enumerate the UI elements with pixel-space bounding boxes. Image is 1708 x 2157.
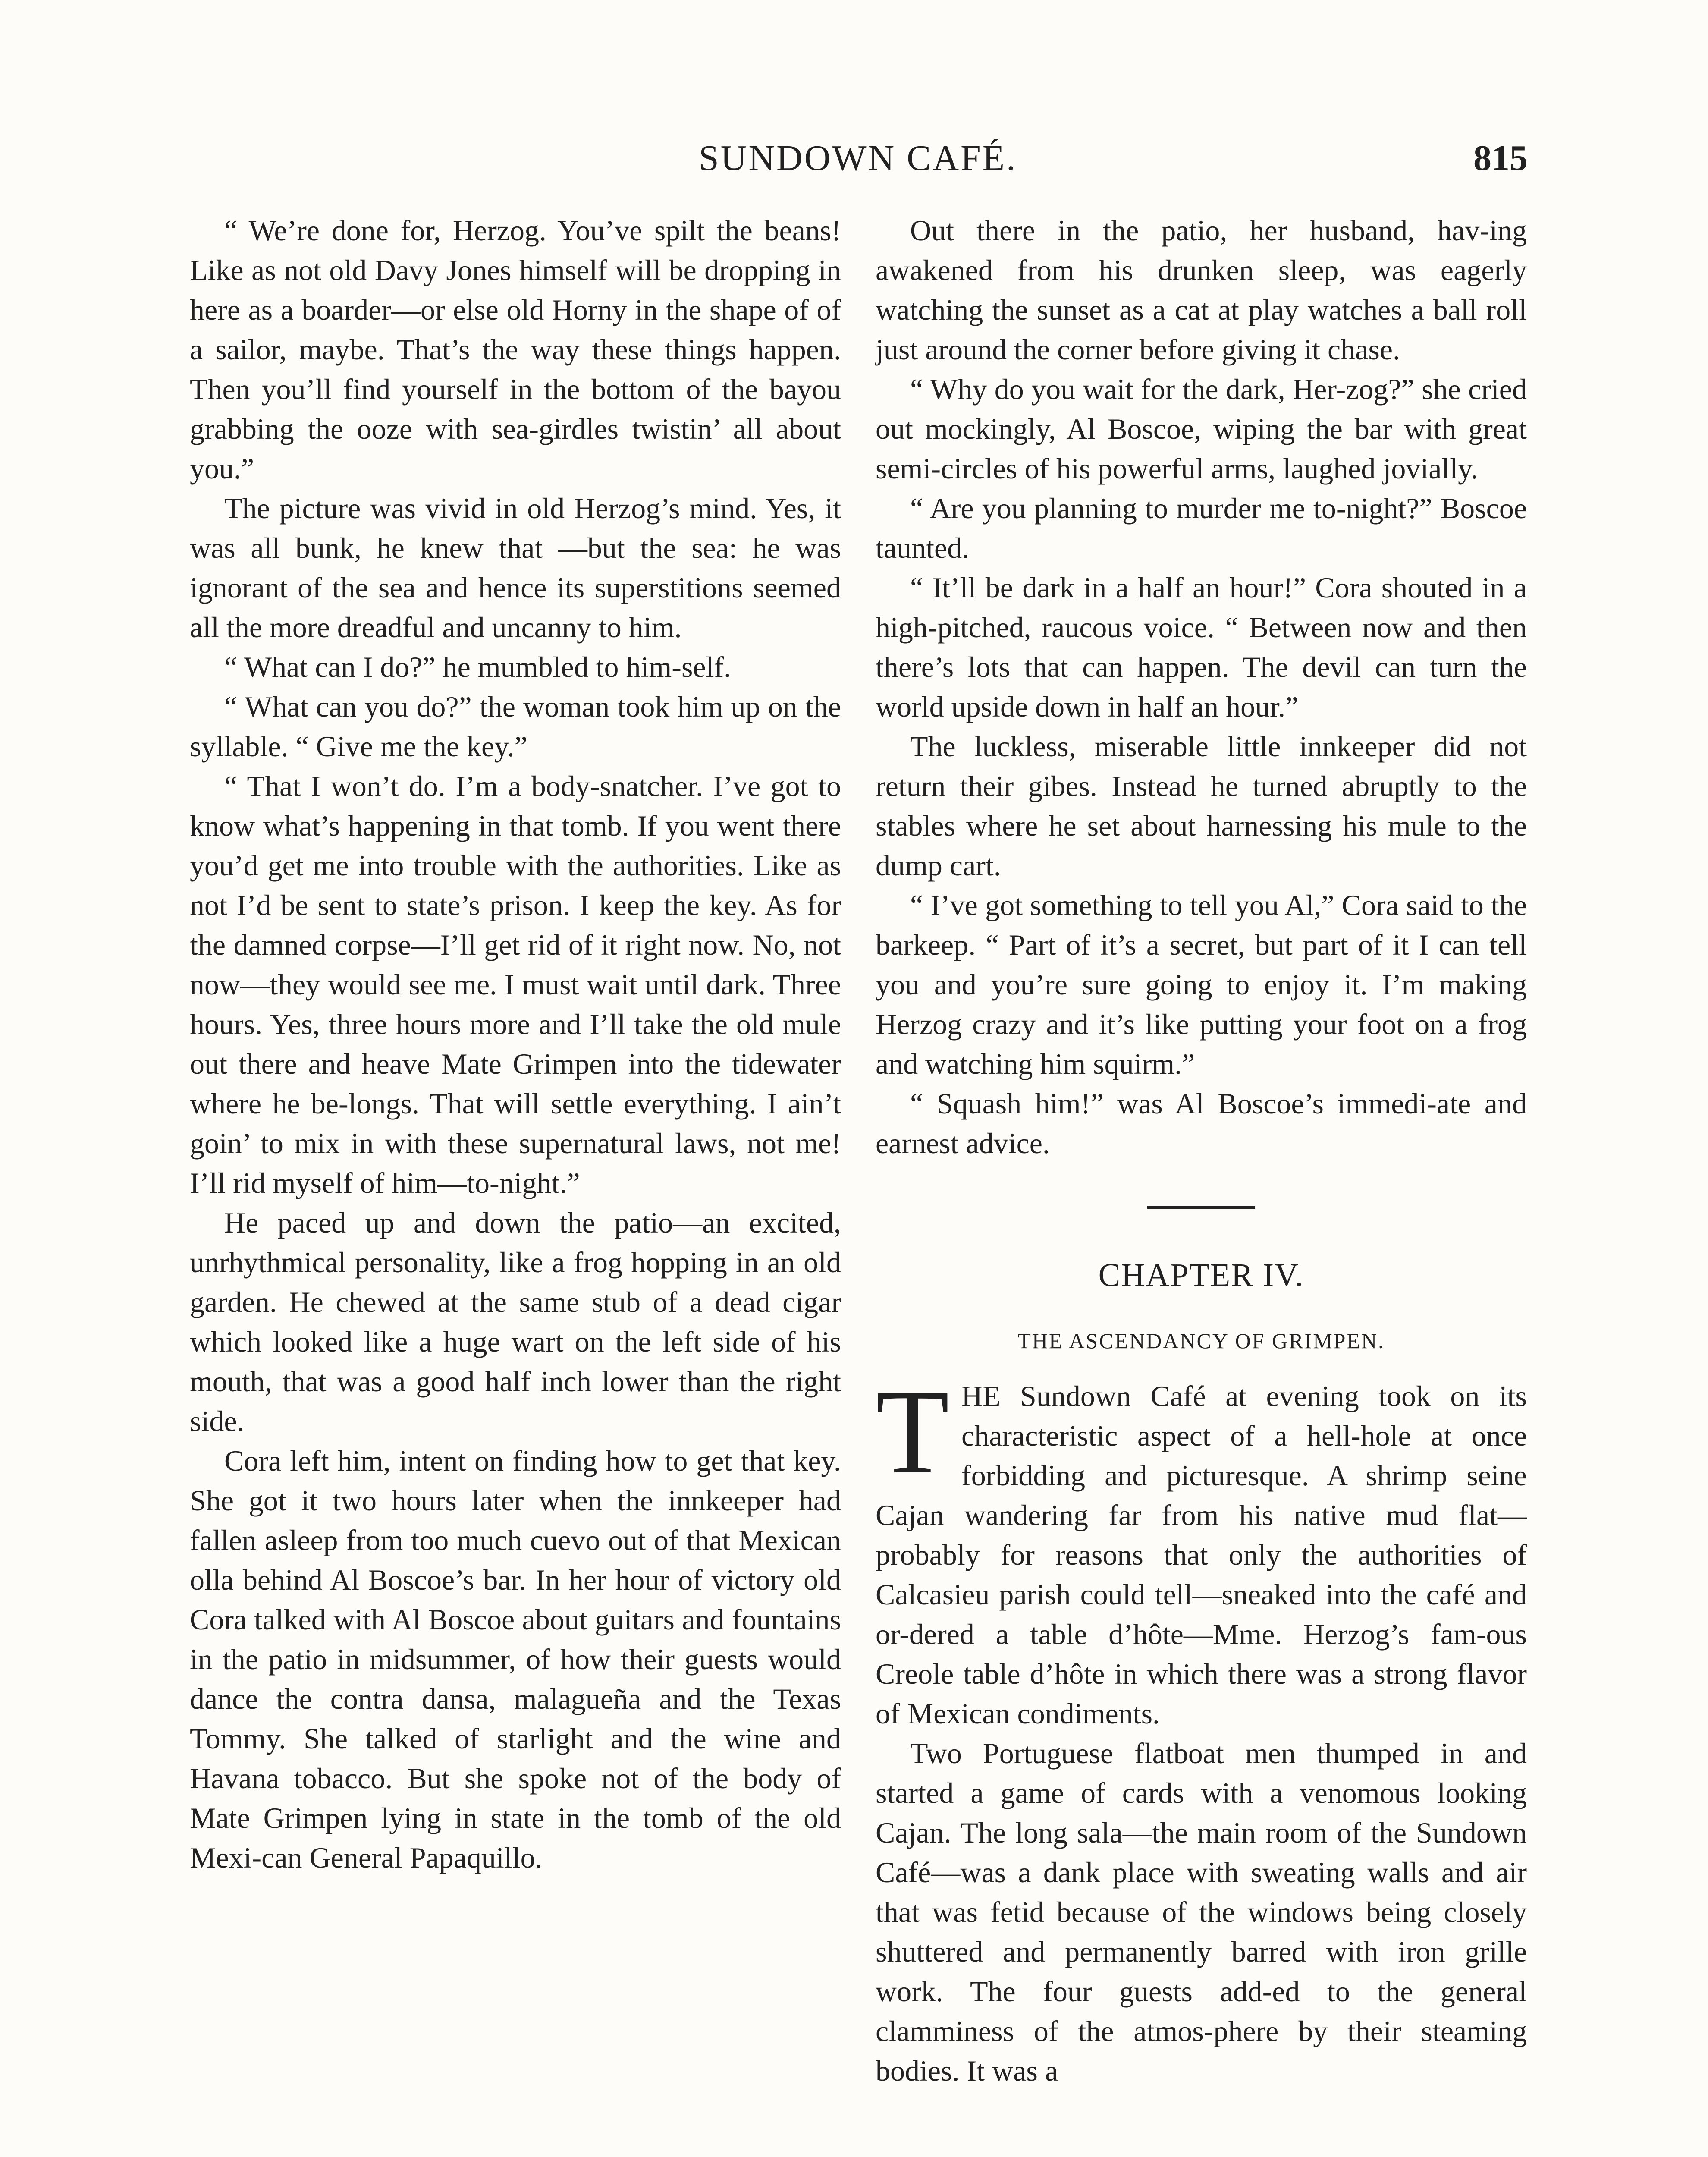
- right-column: [876, 211, 1527, 2091]
- chapter-title: CHAPTER IV.: [1098, 1257, 1304, 1293]
- running-head: SUNDOWN CAFÉ.: [699, 138, 1017, 178]
- paragraph: Out there in the patio, her husband, hav-ing awakened from his drunken sleep, was eagerly watching the sunset as a cat at play watches a ball roll just around the corner before giving it chase.: [876, 214, 1527, 366]
- paragraph-text: HE Sundown Café at evening took on its characteristic aspect of a hell-hole at once forbidding and picturesque. A shrimp seine Cajan wandering far from his native mud flat—probably for reasons that only the authorities of Calcasieu parish could tell—sneaked into the café and or-dered a table d’hôte—Mme. Herzog’s fam-ous Creole table d’hôte in which there was a strong flavor of Mexican condiments.: [876, 1380, 1527, 1730]
- paragraph: The luckless, miserable little innkeeper did not return their gibes. Instead he turned abruptly to the stables where he set about harnessing his mule to the dump cart.: [876, 730, 1527, 882]
- paragraph: He paced up and down the patio—an excited, unrhythmical personality, like a frog hopping in an old garden. He chewed at the same stub of a dead cigar which looked like a huge wart on the left side of his mouth, that was a good half inch lower than the right side.: [190, 1206, 841, 1437]
- paragraph: The picture was vivid in old Herzog’s mind. Yes, it was all bunk, he knew that —but the sea: he was ignorant of the sea and hence its superstitions seemed all the more dreadful and uncanny to him.: [190, 492, 841, 644]
- paragraph: “ Are you planning to murder me to-night?” Boscoe taunted.: [876, 492, 1527, 564]
- paragraph: “ We’re done for, Herzog. You’ve spilt the beans! Like as not old Davy Jones himself will be dropping in here as a boarder—or else old Horny in the shape of of a sailor, maybe. That’s the way these things happen. Then you’ll find yourself in the bottom of the bayou grabbing the ooze with sea-girdles twistin’ all about you.”: [190, 214, 841, 485]
- drop-cap: T: [876, 1365, 950, 1499]
- paragraph: “ Why do you wait for the dark, Her-zog?” she cried out mockingly, Al Boscoe, wiping the bar with great semi-circles of his powerful arms, laughed jovially.: [876, 373, 1527, 485]
- paragraph: “ Squash him!” was Al Boscoe’s immedi-ate and earnest advice.: [876, 1087, 1527, 1160]
- paragraph: “ What can I do?” he mumbled to him-self.: [224, 651, 732, 683]
- paragraph: Two Portuguese flatboat men thumped in and started a game of cards with a venomous looking Cajan. The long sala—the main room of the Sundown Café—was a dank place with sweating walls and air that was fetid because of the windows being closely shuttered and permanently barred with iron grille work. The four guests add-ed to the general clamminess of the atmos-phere by their steaming bodies. It was a: [876, 1737, 1527, 2087]
- paragraph: “ That I won’t do. I’m a body-snatcher. I’ve got to know what’s happening in that tomb. If you went there you’d get me into trouble with the authorities. Like as not I’d be sent to state’s prison. I keep the key. As for the damned corpse—I’ll get rid of it right now. No, not now—they would see me. I must wait until dark. Three hours. Yes, three hours more and I’ll take the old mule out there and heave Mate Grimpen into the tidewater where he be-longs. That will settle everything. I ain’t goin’ to mix in with these supernatural laws, not me! I’ll rid myself of him—to-night.”: [190, 770, 841, 1199]
- paragraph: Cora left him, intent on finding how to get that key. She got it two hours later when the innkeeper had fallen asleep from too much cuevo out of that Mexican olla behind Al Boscoe’s bar. In her hour of victory old Cora talked with Al Boscoe about guitars and fountains in the patio in midsummer, of how their guests would dance the contra dansa, malagueña and the Texas Tommy. She talked of starlight and the wine and Havana tobacco. But she spoke not of the body of Mate Grimpen lying in state in the tomb of the old Mexi-can General Papaquillo.: [190, 1444, 841, 1874]
- paragraph: “ What can you do?” the woman took him up on the syllable. “ Give me the key.”: [190, 690, 841, 763]
- chapter-subtitle: THE ASCENDANCY OF GRIMPEN.: [1017, 1329, 1385, 1353]
- paragraph: “ It’ll be dark in a half an hour!” Cora shouted in a high-pitched, raucous voice. “ Between now and then there’s lots that can happen. The devil can turn the world upside down in half an hour.”: [876, 571, 1527, 723]
- left-column: [190, 211, 841, 1877]
- chapter-opening-paragraph: [876, 1365, 1527, 1733]
- page-number: 815: [1473, 138, 1528, 178]
- paragraph: “ I’ve got something to tell you Al,” Cora said to the barkeep. “ Part of it’s a secret, but part of it I can tell you and you’re sure going to enjoy it. I’m making Herzog crazy and it’s like putting your foot on a frog and watching him squirm.”: [876, 889, 1527, 1080]
- section-divider: [1147, 1206, 1255, 1209]
